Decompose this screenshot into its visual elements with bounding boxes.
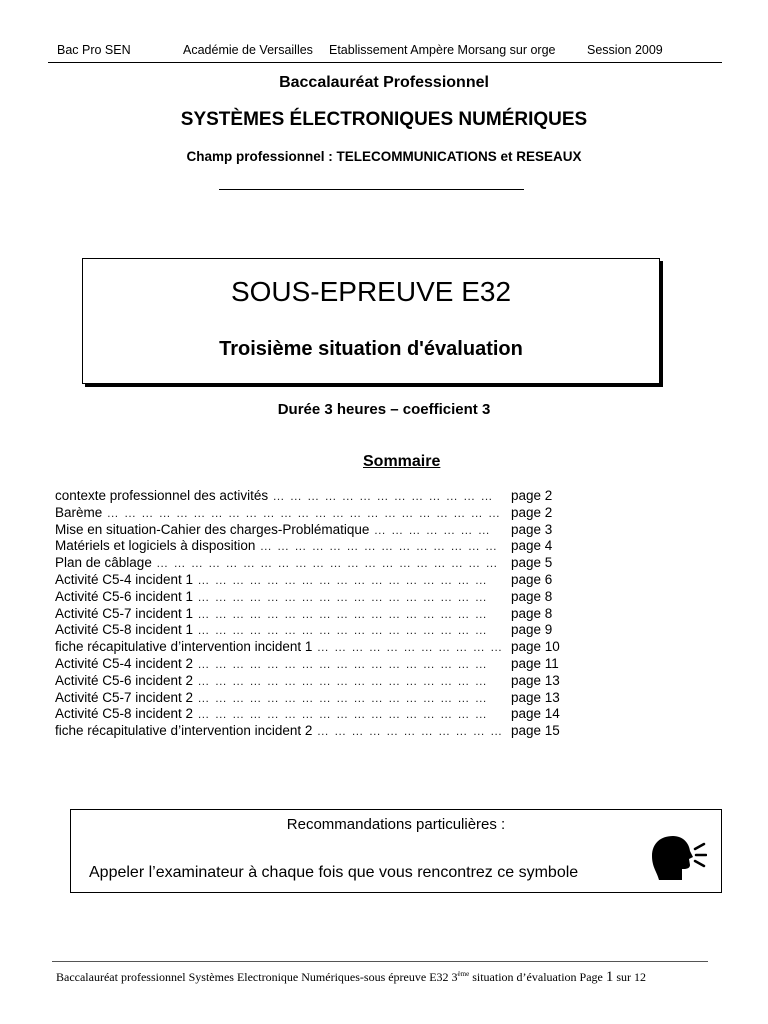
toc-page: page 4 xyxy=(511,538,553,554)
toc-page: page 2 xyxy=(511,504,553,520)
toc-label xyxy=(55,656,488,673)
table-of-contents xyxy=(55,488,595,740)
toc-leader-dots: … … … … … … … … … … … … … … … … … xyxy=(193,707,488,722)
toc-label xyxy=(55,622,488,639)
toc-leader-dots: … … … … … … … … … … … … … … … … … xyxy=(193,572,488,587)
toc-label-text: Activité C5-8 incident 1 xyxy=(55,622,194,638)
toc-label xyxy=(55,555,499,572)
diploma-title: Baccalauréat Professionnel xyxy=(279,74,489,91)
toc-label xyxy=(55,505,501,522)
toc-row xyxy=(55,690,595,707)
toc-row xyxy=(55,706,595,723)
toc-label-text: Activité C5-6 incident 1 xyxy=(55,588,194,604)
toc-label xyxy=(55,690,488,707)
toc-label xyxy=(55,706,488,723)
toc-page: page 9 xyxy=(511,622,553,638)
toc-label-text: fiche récapitulative d’intervention incident 2 xyxy=(55,723,313,739)
toc-leader-dots: … … … … … … … … … … … xyxy=(312,724,504,739)
toc-row xyxy=(55,522,595,539)
toc-label-text: Barème xyxy=(55,504,103,520)
toc-row xyxy=(55,505,595,522)
toc-leader-dots: … … … … … … … … … … … … … … … … … xyxy=(193,690,488,705)
toc-row xyxy=(55,538,595,555)
title-divider xyxy=(219,189,524,190)
duration: Durée 3 heures – coefficient 3 xyxy=(277,401,491,418)
toc-row xyxy=(55,589,595,606)
speaking-head-icon xyxy=(649,834,707,884)
toc-row xyxy=(55,606,595,623)
toc-row xyxy=(55,622,595,639)
toc-page: page 13 xyxy=(511,672,560,688)
toc-page: page 5 xyxy=(511,555,553,571)
header-academy: Académie de Versailles xyxy=(183,43,313,57)
toc-label xyxy=(55,538,498,555)
recommendations-title: Recommandations particulières : xyxy=(286,816,506,833)
toc-label-text: Activité C5-6 incident 2 xyxy=(55,672,194,688)
toc-label xyxy=(55,488,493,505)
toc-leader-dots: … … … … … … … … … … … xyxy=(312,640,504,655)
toc-label-text: Activité C5-7 incident 1 xyxy=(55,605,194,621)
toc-label xyxy=(55,606,488,623)
specialty-title: SYSTÈMES ÉLECTRONIQUES NUMÉRIQUES xyxy=(180,109,588,130)
recommendations-text: Appeler l’examinateur à chaque fois que vous rencontrez ce symbole xyxy=(89,864,579,881)
toc-leader-dots: … … … … … … … xyxy=(369,522,491,537)
toc-label-text: Activité C5-7 incident 2 xyxy=(55,689,194,705)
toc-label xyxy=(55,723,503,740)
toc-page: page 6 xyxy=(511,571,553,587)
toc-row xyxy=(55,488,595,505)
toc-leader-dots: … … … … … … … … … … … … … … … … … xyxy=(193,656,488,671)
toc-page: page 10 xyxy=(511,639,560,655)
footer-sup: ème xyxy=(457,970,470,978)
toc-leader-dots: … … … … … … … … … … … … … xyxy=(268,489,494,503)
toc-label-text: contexte professionnel des activités xyxy=(55,488,269,503)
toc-page: page 15 xyxy=(511,723,560,739)
toc-page: page 2 xyxy=(511,488,553,503)
footer-total: sur 12 xyxy=(613,970,647,984)
toc-label-text: Plan de câblage xyxy=(55,555,152,571)
toc-leader-dots: … … … … … … … … … … … … … … … … … xyxy=(193,589,488,604)
toc-label-text: Activité C5-8 incident 2 xyxy=(55,706,194,722)
footer-page-number: 1 xyxy=(605,969,614,985)
recommendations-box xyxy=(70,809,722,893)
toc-leader-dots: … … … … … … … … … … … … … … … … … xyxy=(193,606,488,621)
toc-page: page 8 xyxy=(511,605,553,621)
toc-page: page 8 xyxy=(511,588,553,604)
toc-leader-dots: … … … … … … … … … … … … … … … … … … … … … … … xyxy=(102,505,501,520)
toc-page: page 13 xyxy=(511,689,560,705)
toc-leader-dots: … … … … … … … … … … … … … … … … … xyxy=(193,673,488,688)
header-program: Bac Pro SEN xyxy=(57,43,131,57)
toc-label-text: Activité C5-4 incident 2 xyxy=(55,655,194,671)
toc-label xyxy=(55,522,491,539)
header-session: Session 2009 xyxy=(587,43,663,57)
exam-subtitle: Troisième situation d'évaluation xyxy=(219,338,523,360)
toc-label xyxy=(55,639,503,656)
header-school: Etablissement Ampère Morsang sur orge xyxy=(329,43,556,57)
toc-leader-dots: … … … … … … … … … … … … … … xyxy=(255,539,499,554)
toc-leader-dots: … … … … … … … … … … … … … … … … … xyxy=(193,623,488,638)
toc-row xyxy=(55,572,595,589)
toc-label xyxy=(55,589,488,606)
toc-heading: Sommaire xyxy=(363,453,441,470)
header-divider xyxy=(48,62,722,63)
toc-label-text: fiche récapitulative d’intervention incident 1 xyxy=(55,639,313,655)
toc-row xyxy=(55,656,595,673)
toc-page: page 14 xyxy=(511,706,560,722)
footer-divider xyxy=(52,961,708,962)
toc-row xyxy=(55,555,595,572)
toc-row xyxy=(55,723,595,740)
toc-label-text: Mise en situation-Cahier des charges-Problématique xyxy=(55,521,370,537)
toc-page: page 3 xyxy=(511,521,553,537)
toc-page: page 11 xyxy=(511,655,559,671)
footer-main: Baccalauréat professionnel Systèmes Electronique Numériques-sous épreuve E32 3 xyxy=(56,970,458,984)
footer-text xyxy=(56,969,646,986)
toc-leader-dots: … … … … … … … … … … … … … … … … … … … … xyxy=(151,556,499,571)
toc-label xyxy=(55,673,488,690)
toc-row xyxy=(55,639,595,656)
exam-title: SOUS-EPREUVE E32 xyxy=(230,276,512,307)
footer-mid: situation d’évaluation Page xyxy=(469,970,606,984)
toc-label-text: Activité C5-4 incident 1 xyxy=(55,571,194,587)
field-title: Champ professionnel : TELECOMMUNICATIONS et RESEAUX xyxy=(186,149,582,164)
toc-label-text: Matériels et logiciels à disposition xyxy=(55,538,256,554)
toc-row xyxy=(55,673,595,690)
exam-title-box xyxy=(82,258,660,384)
toc-label xyxy=(55,572,488,589)
